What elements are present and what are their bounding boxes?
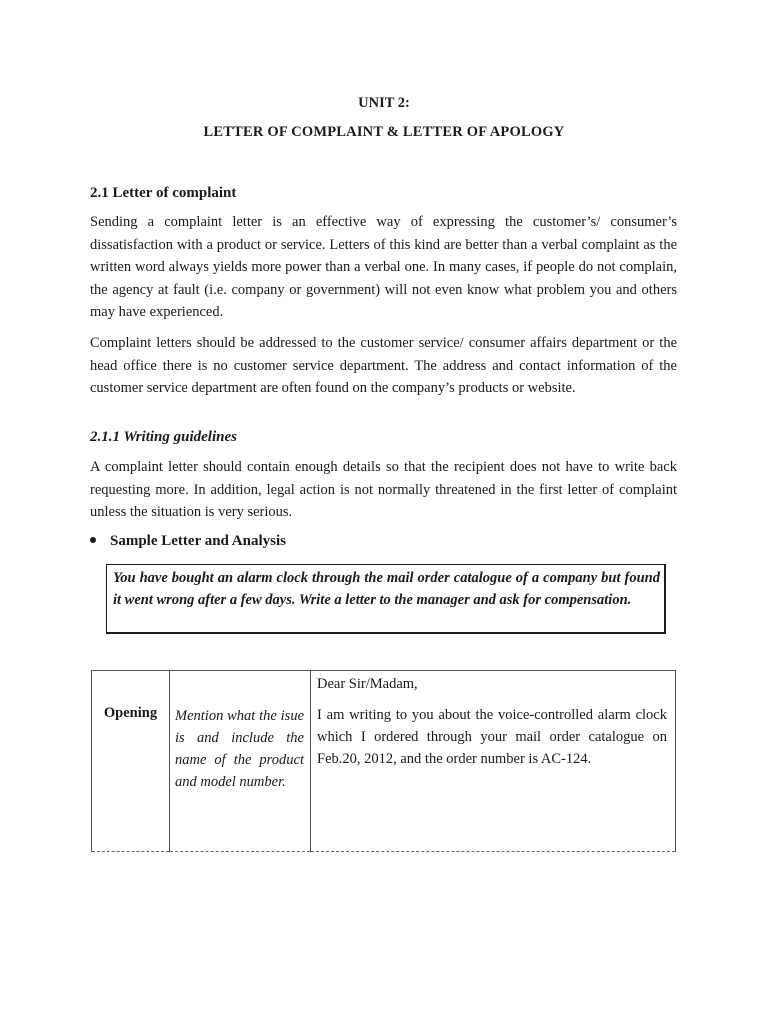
sample-letter-table bbox=[91, 670, 676, 852]
letter-body: I am writing to you about the voice-controlled alarm clock which I ordered through your mail order catalogue on Feb.20, 2012, and the order number is AC-124. bbox=[317, 707, 667, 767]
page-title: LETTER OF COMPLAINT & LETTER OF APOLOGY bbox=[203, 124, 565, 140]
bullet-text: Sample Letter and Analysis bbox=[110, 533, 286, 549]
letter-salutation: Dear Sir/Madam, bbox=[317, 676, 418, 692]
paragraph-3: A complaint letter should contain enough details so that the recipient does not have to write back requesting more. In addition, legal action is not normally threatened in the first letter of complaint unless the situation is very serious. bbox=[90, 459, 677, 520]
section-heading: 2.1 Letter of complaint bbox=[90, 185, 237, 201]
table-cell-letter bbox=[311, 671, 676, 852]
unit-heading: UNIT 2: bbox=[358, 95, 410, 111]
bullet-item bbox=[90, 533, 286, 550]
table-row bbox=[92, 671, 676, 852]
row-label: Opening bbox=[103, 705, 158, 721]
paragraph-1: Sending a complaint letter is an effective way of expressing the customer’s/ consumer’s dissatisfaction with a product or service. Letters of this kind are better than a verbal complaint as the written word always yields more power than a verbal one. In many cases, if people do not complain, the agency at fault (i.e. company or government) will not even know what problem you and others may have experienced. bbox=[90, 214, 677, 320]
subsection-heading: 2.1.1 Writing guidelines bbox=[90, 429, 237, 445]
table-cell-guide bbox=[170, 671, 311, 852]
task-box: You have bought an alarm clock through the mail order catalogue of a company but found it went wrong after a few days. Write a letter to the manager and ask for compensation. bbox=[106, 564, 666, 634]
row-guide: Mention what the isue is and include the name of the product and model number. bbox=[175, 708, 304, 790]
paragraph-2: Complaint letters should be addressed to the customer service/ consumer affairs department or the head office there is no customer service department. The address and contact information of the customer service department are often found on the company’s products or website. bbox=[90, 335, 677, 396]
bullet-icon bbox=[90, 537, 96, 543]
table-cell-label bbox=[92, 671, 170, 852]
